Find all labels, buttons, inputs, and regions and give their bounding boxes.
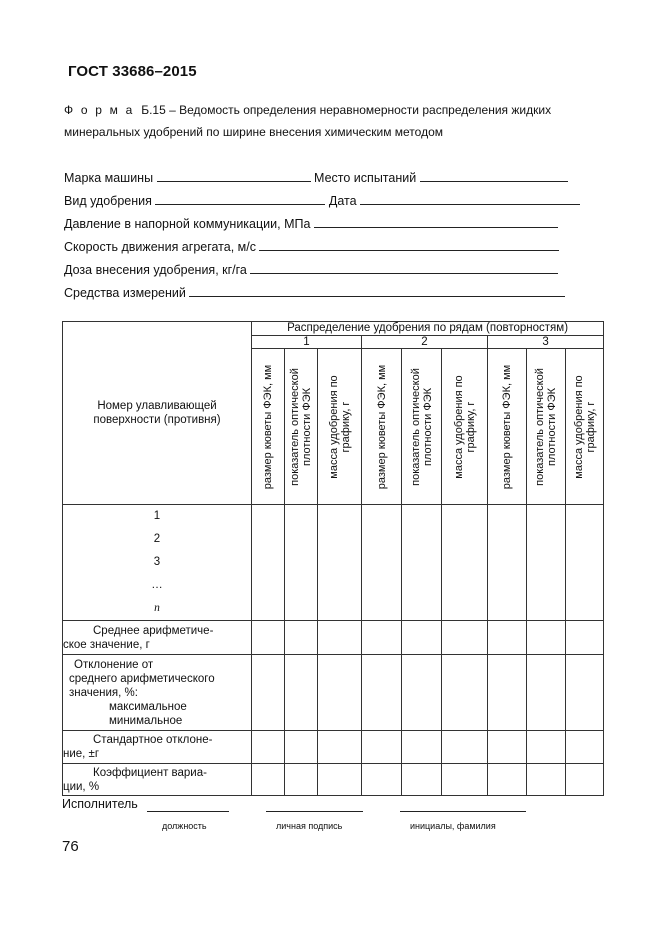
col-optical-label: показатель оптической плотности ФЭК	[409, 367, 434, 486]
data-cell[interactable]	[252, 655, 285, 731]
form-number: Б.15	[141, 103, 166, 117]
std-line2: ние, ±г	[63, 748, 100, 760]
instruments-field	[64, 285, 565, 300]
data-cell[interactable]	[318, 764, 362, 796]
data-cell[interactable]	[488, 505, 527, 621]
data-cell[interactable]	[362, 764, 402, 796]
form-title-line2: минеральных удобрений по ширине внесения химическим методом	[64, 125, 444, 139]
col-mass-label: масса удобрения по графику, г	[327, 374, 352, 479]
cv-line2: ции, %	[63, 780, 100, 793]
data-cell[interactable]	[402, 621, 442, 655]
col-mass-2	[442, 349, 488, 505]
data-cell[interactable]	[566, 764, 604, 796]
data-cell[interactable]	[488, 764, 527, 796]
dose-field	[64, 262, 558, 277]
data-cell[interactable]	[362, 731, 402, 764]
row-number: n	[154, 602, 160, 614]
fertilizer-label: Вид удобрения	[64, 194, 152, 208]
instruments-label: Средства измерений	[64, 286, 186, 300]
col-mass-label: масса удобрения по графику, г	[572, 374, 597, 479]
data-cell[interactable]	[566, 621, 604, 655]
form-title-line1: – Ведомость определения неравномерности распределения жидких	[169, 103, 552, 117]
row-header: Номер улавливающей поверхности (противня)	[93, 400, 221, 426]
col-optical-label: показатель оптической плотности ФЭК	[289, 367, 313, 486]
replicate-2-header: 2	[362, 336, 488, 349]
data-cell[interactable]	[362, 505, 402, 621]
col-optical-3	[527, 349, 566, 505]
col-optical-1	[285, 349, 318, 505]
data-cell[interactable]	[442, 621, 488, 655]
data-cell[interactable]	[566, 505, 604, 621]
data-cell[interactable]	[402, 655, 442, 731]
page-number: 76	[62, 838, 79, 855]
data-cell[interactable]	[442, 731, 488, 764]
col-cuvette-2	[362, 349, 402, 505]
data-cell[interactable]	[285, 764, 318, 796]
speed-field	[64, 239, 559, 254]
fertilizer-field	[64, 193, 580, 208]
group-header: Распределение удобрения по рядам (повторностям)	[252, 322, 604, 336]
row-number: …	[151, 579, 163, 591]
initials-caption: инициалы, фамилия	[410, 821, 496, 831]
col-mass-3	[566, 349, 604, 505]
position-caption: должность	[162, 821, 207, 831]
row-number: 1	[153, 510, 161, 522]
replicate-3-header: 3	[488, 336, 604, 349]
data-cell[interactable]	[285, 505, 318, 621]
data-cell[interactable]	[442, 655, 488, 731]
data-cell[interactable]	[252, 764, 285, 796]
replicate-1-header: 1	[252, 336, 362, 349]
deviation-label	[63, 655, 252, 731]
deviation-min: минимальное	[109, 714, 183, 727]
col-cuvette-label: размер кюветы ФЭК, мм	[501, 364, 513, 489]
mean-label	[63, 621, 252, 655]
date-label: Дата	[328, 194, 357, 208]
data-cell[interactable]	[285, 731, 318, 764]
std-row	[63, 731, 604, 764]
data-cell[interactable]	[402, 505, 442, 621]
date-blank[interactable]	[360, 193, 580, 205]
dose-blank[interactable]	[250, 262, 558, 274]
data-cell[interactable]	[318, 731, 362, 764]
deviation-row	[63, 655, 604, 731]
signature-caption: личная подпись	[276, 821, 343, 831]
data-cell[interactable]	[252, 731, 285, 764]
form-caption	[64, 99, 594, 143]
std-line1: Стандартное отклоне-	[93, 734, 213, 746]
data-cell[interactable]	[527, 655, 566, 731]
speed-blank[interactable]	[259, 239, 559, 251]
data-cell[interactable]	[527, 621, 566, 655]
machine-field	[64, 170, 568, 185]
row-number: 3	[153, 556, 161, 568]
col-cuvette-1	[252, 349, 285, 505]
mean-row	[63, 621, 604, 655]
performer-label: Исполнитель	[62, 797, 138, 811]
place-blank[interactable]	[420, 170, 568, 182]
pressure-blank[interactable]	[314, 216, 558, 228]
col-optical-2	[402, 349, 442, 505]
std-label	[63, 731, 252, 764]
fertilizer-blank[interactable]	[155, 193, 325, 205]
pressure-label: Давление в напорной коммуникации, МПа	[64, 217, 311, 231]
form-label: Ф о р м а	[64, 103, 135, 117]
data-rows	[63, 505, 604, 621]
position-blank[interactable]	[147, 800, 229, 812]
data-cell[interactable]	[527, 731, 566, 764]
data-cell[interactable]	[566, 731, 604, 764]
data-cell[interactable]	[566, 655, 604, 731]
data-cell[interactable]	[252, 621, 285, 655]
cv-row	[63, 764, 604, 796]
deviation-line2: среднего арифметического	[69, 672, 215, 685]
deviation-max: максимальное	[109, 700, 187, 713]
data-cell[interactable]	[318, 621, 362, 655]
data-cell[interactable]	[488, 655, 527, 731]
data-cell[interactable]	[488, 731, 527, 764]
data-cell[interactable]	[442, 505, 488, 621]
col-mass-label: масса удобрения по графику, г	[452, 374, 477, 479]
machine-label: Марка машины	[64, 171, 154, 185]
deviation-line3: значения, %:	[69, 686, 138, 699]
standard-title: ГОСТ 33686–2015	[68, 63, 197, 80]
data-cell[interactable]	[402, 764, 442, 796]
data-cell[interactable]	[402, 731, 442, 764]
col-cuvette-label: размер кюветы ФЭК, мм	[262, 364, 274, 489]
speed-label: Скорость движения агрегата, м/с	[64, 240, 256, 254]
data-cell[interactable]	[285, 655, 318, 731]
instruments-blank[interactable]	[189, 285, 565, 297]
data-cell[interactable]	[527, 764, 566, 796]
data-cell[interactable]	[318, 655, 362, 731]
deviation-line1: Отклонение от	[74, 658, 154, 671]
machine-blank[interactable]	[157, 170, 311, 182]
distribution-table	[62, 321, 604, 796]
data-cell[interactable]	[252, 505, 285, 621]
pressure-field	[64, 216, 558, 231]
row-number: 2	[153, 533, 161, 545]
col-optical-label: показатель оптической плотности ФЭК	[534, 367, 558, 486]
col-cuvette-3	[488, 349, 527, 505]
cv-label	[63, 764, 252, 796]
data-cell[interactable]	[442, 764, 488, 796]
data-cell[interactable]	[488, 621, 527, 655]
data-cell[interactable]	[285, 621, 318, 655]
initials-blank[interactable]	[400, 800, 526, 812]
col-cuvette-label: размер кюветы ФЭК, мм	[375, 364, 388, 489]
cv-line1: Коэффициент вариа-	[93, 766, 207, 779]
row-header-cell	[63, 322, 252, 505]
dose-label: Доза внесения удобрения, кг/га	[64, 263, 247, 277]
data-cell[interactable]	[527, 505, 566, 621]
mean-label-line1: Среднее арифметиче-	[93, 624, 214, 637]
data-cell[interactable]	[362, 621, 402, 655]
signature-blank[interactable]	[266, 800, 363, 812]
mean-label-line2: ское значение, г	[63, 638, 150, 651]
data-cell[interactable]	[362, 655, 402, 731]
place-label: Место испытаний	[314, 171, 417, 185]
col-mass-1	[318, 349, 362, 505]
row-numbers-cell	[63, 505, 252, 621]
data-cell[interactable]	[318, 505, 362, 621]
